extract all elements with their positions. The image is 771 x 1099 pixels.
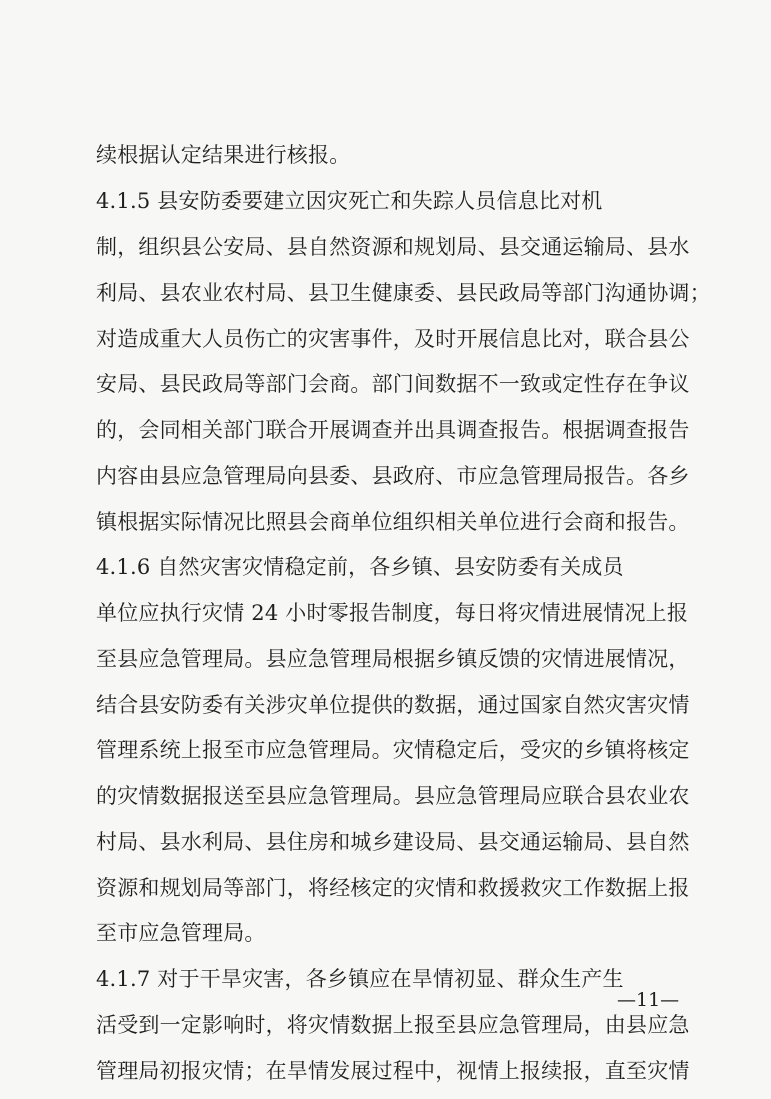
text-line: 的灾情数据报送至县应急管理局。县应急管理局应联合县农业农: [96, 784, 690, 808]
page-number: —11—: [617, 989, 680, 1011]
text-line: 管理系统上报至市应急管理局。灾情稳定后，受灾的乡镇将核定: [96, 738, 690, 762]
text-line: 村局、县水利局、县住房和城乡建设局、县交通运输局、县自然: [96, 830, 690, 854]
text-line: 镇根据实际情况比照县会商单位组织相关单位进行会商和报告。: [96, 510, 690, 534]
text-line: 4.1.7 对于干旱灾害，各乡镇应在旱情初显、群众生产生: [96, 967, 624, 991]
text-line: 安局、县民政局等部门会商。部门间数据不一致或定性存在争议: [96, 372, 690, 396]
text-line: 利局、县农业农村局、县卫生健康委、县民政局等部门沟通协调；: [96, 281, 711, 305]
text-line: 4.1.6 自然灾害灾情稳定前，各乡镇、县安防委有关成员: [96, 555, 624, 579]
text-line: 内容由县应急管理局向县委、县政府、市应急管理局报告。各乡: [96, 464, 690, 488]
text-line: 制，组织县公安局、县自然资源和规划局、县交通运输局、县水: [96, 235, 690, 259]
text-line: 至市应急管理局。: [96, 921, 266, 945]
text-line: 资源和规划局等部门，将经核定的灾情和救援救灾工作数据上报: [96, 876, 690, 900]
text-line: 单位应执行灾情 24 小时零报告制度，每日将灾情进展情况上报: [96, 601, 689, 625]
text-line: 活受到一定影响时，将灾情数据上报至县应急管理局，由县应急: [96, 1013, 690, 1037]
text-line: 续根据认定结果进行核报。: [96, 143, 351, 167]
text-line: 对造成重大人员伤亡的灾害事件，及时开展信息比对，联合县公: [96, 327, 690, 351]
text-line: 结合县安防委有关涉灾单位提供的数据，通过国家自然灾害灾情: [96, 693, 690, 717]
text-line: 的，会同相关部门联合开展调查并出具调查报告。根据调查报告: [96, 418, 690, 442]
text-line: 至县应急管理局。县应急管理局根据乡镇反馈的灾情进展情况，: [96, 647, 690, 671]
text-line: 管理局初报灾情；在旱情发展过程中，视情上报续报，直至灾情: [96, 1059, 690, 1083]
text-line: 4.1.5 县安防委要建立因灾死亡和失踪人员信息比对机: [96, 189, 603, 213]
